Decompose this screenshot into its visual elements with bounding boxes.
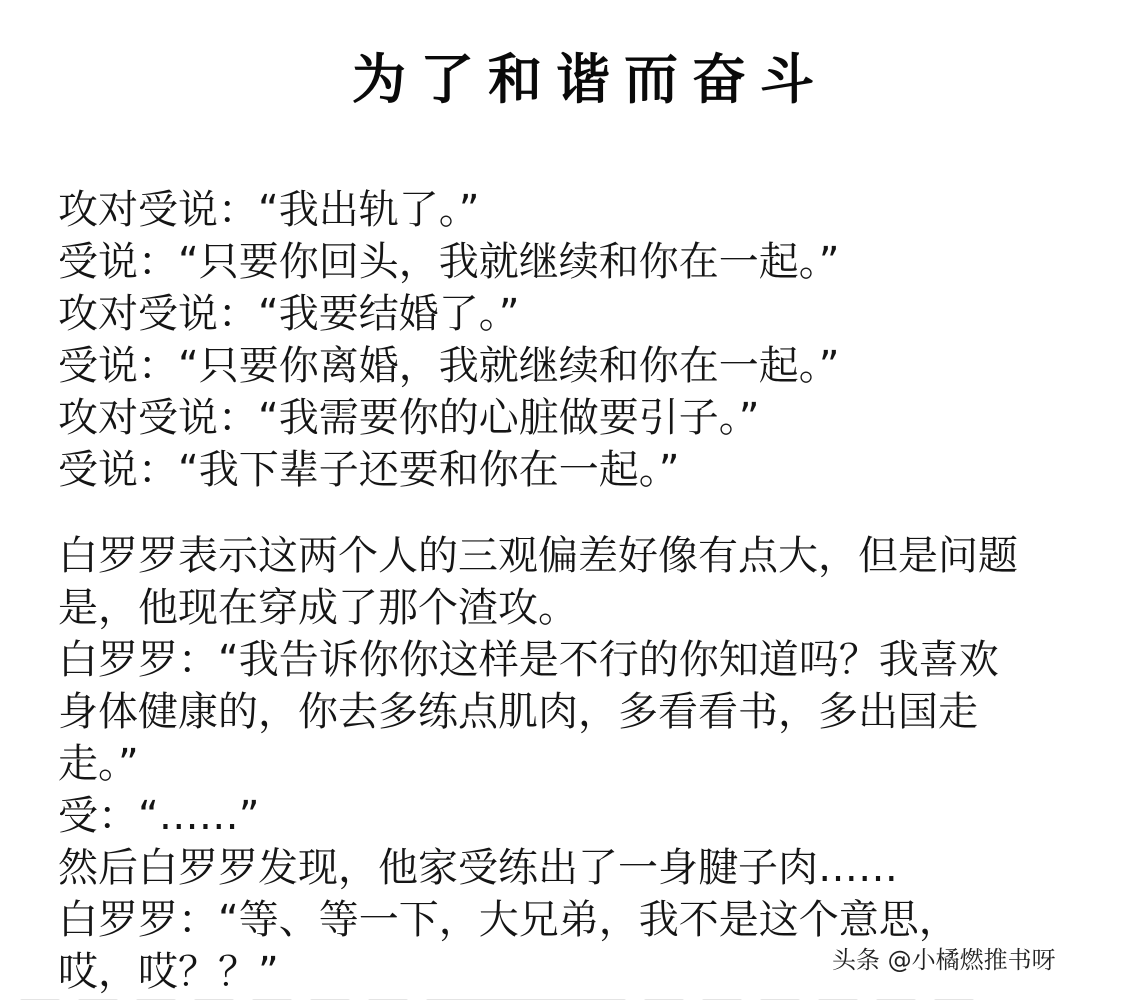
document-title: 为了和谐而奋斗 [352, 48, 828, 111]
dialogue-line: 受：“……” [58, 793, 260, 839]
paragraph-gap [58, 496, 1078, 530]
dialogue-line: 哎，哎？？” [58, 949, 279, 995]
dialogue-line: 走。” [58, 741, 139, 787]
dialogue-line: 身体健康的，你去多练点肌肉，多看看书，多出国走 [58, 689, 978, 735]
dialogue-line: 受说：“只要你离婚，我就继续和你在一起。” [58, 343, 840, 389]
narrative-line: 然后白罗罗发现，他家受练出了一身腱子肉…… [58, 845, 898, 891]
dialogue-line: 受说：“我下辈子还要和你在一起。” [58, 447, 680, 493]
dialogue-line: 攻对受说：“我要结婚了。” [58, 291, 520, 337]
dialogue-line: 攻对受说：“我出轨了。” [58, 187, 480, 233]
dialogue-line: 白罗罗：“等、等一下，大兄弟，我不是这个意思， [58, 897, 959, 943]
dialogue-line: 白罗罗：“我告诉你你这样是不行的你知道吗？我喜欢 [58, 637, 999, 683]
dialogue-line: 受说：“只要你回头，我就继续和你在一起。” [58, 239, 840, 285]
source-watermark: 头条 @小橘燃推书呀 [832, 946, 1056, 974]
narrative-line: 白罗罗表示这两个人的三观偏差好像有点大，但是问题 [58, 533, 1018, 579]
document-body [58, 184, 1078, 998]
narrative-line: 是，他现在穿成了那个渣攻。 [58, 585, 578, 631]
dialogue-line: 攻对受说：“我需要你的心脏做要引子。” [58, 395, 760, 441]
cropped-next-line [0, 990, 1121, 1000]
